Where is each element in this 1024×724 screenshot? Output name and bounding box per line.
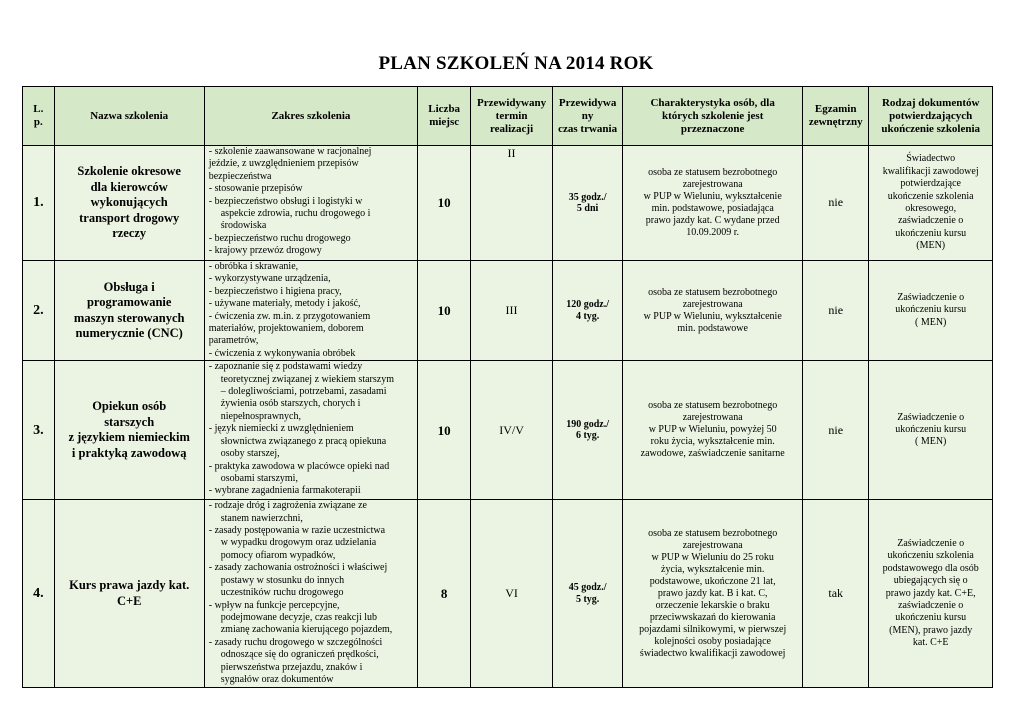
completion-documents	[869, 500, 993, 688]
training-name-line: numerycznie (CNC)	[75, 326, 183, 341]
training-name-line: programowanie	[86, 295, 172, 310]
participant-characteristics	[623, 261, 803, 361]
characteristics-line: w PUP w Wieluniu, wykształcenie	[643, 310, 782, 322]
characteristics-line: 10.09.2009 r.	[686, 227, 740, 238]
header-line: przeznaczone	[680, 122, 745, 135]
header-row	[23, 87, 993, 146]
training-plan-table	[22, 86, 993, 688]
training-scope	[204, 146, 417, 261]
docs-line: ubiegających się o	[893, 575, 968, 587]
duration-line: 190 godz./	[566, 418, 609, 430]
training-scope	[204, 500, 417, 688]
characteristics-line: zawodowe, zaświadczenie sanitarne	[640, 448, 785, 460]
external-exam: nie	[803, 146, 869, 261]
scope-line: - zasady zachowania ostrożności i właściwej	[208, 562, 388, 574]
table-row	[23, 261, 993, 361]
duration-line: 4 tyg.	[575, 310, 600, 322]
header-line: p.	[33, 116, 43, 128]
header-line: których szkolenie jest	[661, 109, 764, 122]
training-name-line: i praktyką zawodową	[71, 445, 187, 460]
docs-line: (MEN), prawo jazdy	[889, 624, 973, 636]
docs-line: Zaświadczenie o	[897, 292, 965, 304]
training-scope	[204, 361, 417, 500]
external-exam: tak	[803, 500, 869, 688]
header-line: Przewidywany	[477, 96, 547, 109]
scope-line: materiałów, projektowaniem, doborem	[208, 323, 364, 335]
docs-line: ukończeniu kursu	[895, 304, 967, 316]
scope-line: parametrów,	[208, 335, 259, 347]
participant-characteristics	[623, 361, 803, 500]
header-line: zewnętrzny	[808, 116, 863, 128]
scope-line: aspekcie zdrowia, ruchu drogowego i	[220, 208, 371, 220]
characteristics-line: osoba ze statusem bezrobotnego	[648, 527, 778, 539]
scope-line: - ćwiczenia z wykonywania obróbek	[208, 347, 356, 359]
docs-line: potwierdzające	[900, 178, 961, 190]
header-line: termin	[495, 109, 528, 122]
docs-line: Świadectwo	[906, 153, 956, 165]
scope-line: stanem nawierzchni,	[220, 512, 303, 524]
scope-line: - zapoznanie się z podstawami wiedzy	[208, 361, 363, 373]
planned-term: III	[471, 261, 553, 361]
scope-line: - bezpieczeństwo ruchu drogowego	[208, 232, 351, 244]
participant-characteristics	[623, 146, 803, 261]
header-duration	[552, 87, 622, 146]
header-line: Charakterystyka osób, dla	[650, 96, 775, 109]
characteristics-line: w PUP w Wieluniu, wykształcenie	[643, 191, 782, 202]
characteristics-line: min. podstawowe, posiadająca	[651, 203, 774, 214]
characteristics-line: przeciwwskazań do kierowania	[649, 611, 776, 623]
page-title: PLAN SZKOLEŃ NA 2014 ROK	[378, 53, 654, 74]
characteristics-line: zarejestrowana	[682, 412, 743, 424]
scope-line: - ćwiczenia zw. m.in. z przygotowaniem	[208, 310, 371, 322]
scope-line: żywienia osób starszych, chorych i	[220, 398, 361, 410]
header-line: Przewidywa	[558, 96, 617, 109]
characteristics-line: świadectwo kwalifikacji zawodowej	[639, 647, 786, 659]
seat-count: 10	[418, 146, 471, 261]
docs-line: ukończeniu kursu	[895, 424, 967, 436]
training-name-line: Kurs prawa jazdy kat.	[69, 578, 190, 593]
header-line: miejsc	[429, 116, 460, 128]
header-line: L.	[33, 103, 44, 115]
completion-documents	[869, 146, 993, 261]
header-line: Egzamin	[814, 103, 857, 115]
docs-line: ukończeniu szkolenia	[887, 550, 974, 562]
characteristics-line: pojazdami silnikowymi, w pierwszej	[639, 623, 787, 635]
header-docs	[869, 87, 993, 146]
characteristics-line: w PUP w Wieluniu do 25 roku	[651, 551, 774, 563]
table-row	[23, 146, 993, 261]
scope-line: - język niemiecki z uwzględnieniem	[208, 423, 354, 435]
planned-duration	[552, 146, 622, 261]
characteristics-line: osoba ze statusem bezrobotnego	[648, 286, 778, 298]
scope-line: odnoszące się do ograniczeń prędkości,	[220, 649, 379, 661]
docs-line: okresowego,	[905, 203, 957, 214]
planned-term: IV/V	[471, 361, 553, 500]
scope-line: postawy w stosunku do innych	[220, 574, 345, 586]
characteristics-line: osoba ze statusem bezrobotnego	[648, 400, 778, 412]
planned-term: VI	[471, 500, 553, 688]
row-number: 4.	[23, 500, 55, 688]
docs-line: ukończeniu kursu	[895, 612, 967, 624]
row-number: 1.	[23, 146, 55, 261]
duration-line: 5 tyg.	[575, 593, 600, 605]
scope-line: bezpieczeństwa	[208, 170, 272, 182]
row-number: 3.	[23, 361, 55, 500]
docs-line: zaświadczenie o	[898, 599, 964, 611]
training-name-line: C+E	[116, 593, 142, 608]
training-name-line: wykonujących	[90, 195, 168, 210]
docs-line: zaświadczenie o	[898, 215, 964, 227]
characteristics-line: min. podstawowe	[677, 322, 748, 334]
scope-line: środowiska	[220, 220, 267, 232]
external-exam: nie	[803, 261, 869, 361]
docs-line: ( MEN)	[915, 436, 947, 448]
scope-line: teoretycznej związanej z wiekiem starszym	[220, 373, 394, 385]
duration-line: 120 godz./	[566, 299, 609, 311]
external-exam: nie	[803, 361, 869, 500]
scope-line: słownictwa związanego z pracą opiekuna	[220, 435, 387, 447]
scope-line: - zasady ruchu drogowego w szczególności	[208, 636, 383, 648]
docs-line: Zaświadczenie o	[897, 411, 965, 423]
scope-line: niepełnosprawnych,	[220, 410, 301, 422]
training-name	[54, 261, 204, 361]
training-name-line: rzeczy	[112, 226, 147, 241]
planned-duration	[552, 500, 622, 688]
completion-documents	[869, 261, 993, 361]
scope-line: - wykorzystywane urządzenia,	[208, 273, 331, 285]
seat-count: 8	[418, 500, 471, 688]
scope-line: uczestników ruchu drogowego	[220, 587, 344, 599]
docs-line: ( MEN)	[915, 316, 947, 328]
header-term	[471, 87, 553, 146]
header-scope: Zakres szkolenia	[204, 87, 417, 146]
scope-line: - bezpieczeństwo obsługi i logistyki w	[208, 195, 363, 207]
header-line: Liczba	[428, 103, 461, 115]
scope-line: - szkolenie zaawansowane w racjonalnej	[208, 146, 372, 157]
header-line: ukończenie szkolenia	[881, 122, 981, 135]
docs-line: kat. C+E	[912, 637, 949, 649]
header-exam	[803, 87, 869, 146]
duration-line: 5 dni	[576, 203, 599, 214]
scope-line: pomocy ofiarom wypadków,	[220, 549, 336, 561]
characteristics-line: roku życia, wykształcenie min.	[650, 436, 775, 448]
training-name-line: transport drogowy	[79, 210, 180, 225]
docs-line: ukończeniu kursu	[895, 227, 967, 239]
characteristics-line: zarejestrowana	[682, 179, 743, 190]
duration-line: 45 godz./	[568, 582, 607, 594]
scope-line: osobami starszymi,	[220, 472, 298, 484]
scope-line: jeździe, z uwzględnieniem przepisów	[208, 158, 359, 170]
planned-duration	[552, 361, 622, 500]
training-name	[54, 361, 204, 500]
duration-line: 35 godz./	[568, 191, 607, 203]
planned-term: II	[471, 146, 553, 261]
characteristics-line: zarejestrowana	[682, 539, 743, 551]
training-name-line: dla kierowców	[90, 179, 168, 194]
training-name-line: Opiekun osób	[92, 399, 167, 414]
docs-line: Zaświadczenie o	[897, 537, 965, 549]
scope-line: podejmowane decyzje, czas reakcji lub	[220, 611, 378, 623]
header-name: Nazwa szkolenia	[54, 87, 204, 146]
scope-line: zmianę zachowania kierującego pojazdem,	[220, 624, 393, 636]
header-line: Rodzaj dokumentów	[881, 96, 980, 109]
characteristics-line: orzeczenie lekarskie o braku	[655, 599, 770, 611]
scope-line: - rodzaje dróg i zagrożenia związane ze	[208, 500, 367, 512]
training-name	[54, 500, 204, 688]
characteristics-line: w PUP w Wieluniu, powyżej 50	[648, 424, 777, 436]
scope-line: - bezpieczeństwo i higiena pracy,	[208, 285, 342, 297]
table-row	[23, 500, 993, 688]
scope-line: - wybrane zagadnienia farmakoterapii	[208, 485, 361, 497]
seat-count: 10	[418, 261, 471, 361]
header-line: realizacji	[489, 122, 534, 135]
training-name-line: Szkolenie okresowe	[77, 164, 181, 179]
header-line: czas trwania	[558, 122, 618, 135]
header-characteristics	[623, 87, 803, 146]
header-line: ny	[581, 109, 594, 122]
docs-line: (MEN)	[916, 240, 946, 252]
characteristics-line: podstawowe, ukończone 21 lat,	[649, 575, 776, 587]
scope-line: - zasady postępowania w razie uczestnictwa	[208, 525, 386, 537]
docs-line: ukończenie szkolenia	[887, 190, 974, 202]
scope-line: - obróbka i skrawanie,	[208, 261, 299, 272]
scope-line: - praktyka zawodowa w placówce opieki nad	[208, 460, 390, 472]
training-name-line: starszych	[104, 414, 155, 429]
training-name-line: z językiem niemieckim	[68, 430, 190, 445]
scope-line: - stosowanie przepisów	[208, 183, 303, 195]
header-line: potwierdzających	[889, 109, 973, 122]
table-row	[23, 361, 993, 500]
characteristics-line: prawo jazdy kat. B i kat. C,	[657, 587, 768, 599]
scope-line: osoby starszej,	[220, 448, 280, 460]
seat-count: 10	[418, 361, 471, 500]
docs-line: kwalifikacji zawodowej	[882, 165, 979, 177]
training-name-line: Obsługa i	[103, 279, 155, 294]
scope-line: sygnałów oraz dokumentów	[220, 673, 334, 685]
characteristics-line: kolejności osoby posiadające	[654, 635, 771, 647]
scope-line: - krajowy przewóz drogowy	[208, 245, 322, 257]
scope-line: pierwszeństwa przejazdu, znaków i	[220, 661, 363, 673]
training-name	[54, 146, 204, 261]
training-scope	[204, 261, 417, 361]
training-name-line: maszyn sterowanych	[73, 310, 185, 325]
characteristics-line: życia, wykształcenie min.	[661, 563, 765, 575]
participant-characteristics	[623, 500, 803, 688]
header-lp	[23, 87, 55, 146]
characteristics-line: prawo jazdy kat. C wydane przed	[645, 215, 780, 226]
characteristics-line: osoba ze statusem bezrobotnego	[648, 167, 778, 178]
planned-duration	[552, 261, 622, 361]
row-number: 2.	[23, 261, 55, 361]
scope-line: w wypadku drogowym oraz udzielania	[220, 537, 377, 549]
docs-line: prawo jazdy kat. C+E,	[885, 587, 976, 599]
scope-line: - wpływ na funkcje percepcyjne,	[208, 599, 340, 611]
duration-line: 6 tyg.	[575, 430, 600, 442]
scope-line: - używane materiały, metody i jakość,	[208, 298, 361, 310]
header-count	[418, 87, 471, 146]
docs-line: podstawowego dla osób	[882, 562, 979, 574]
characteristics-line: zarejestrowana	[682, 298, 743, 310]
scope-line: – dolegliwościami, potrzebami, zasadami	[220, 386, 387, 398]
completion-documents	[869, 361, 993, 500]
